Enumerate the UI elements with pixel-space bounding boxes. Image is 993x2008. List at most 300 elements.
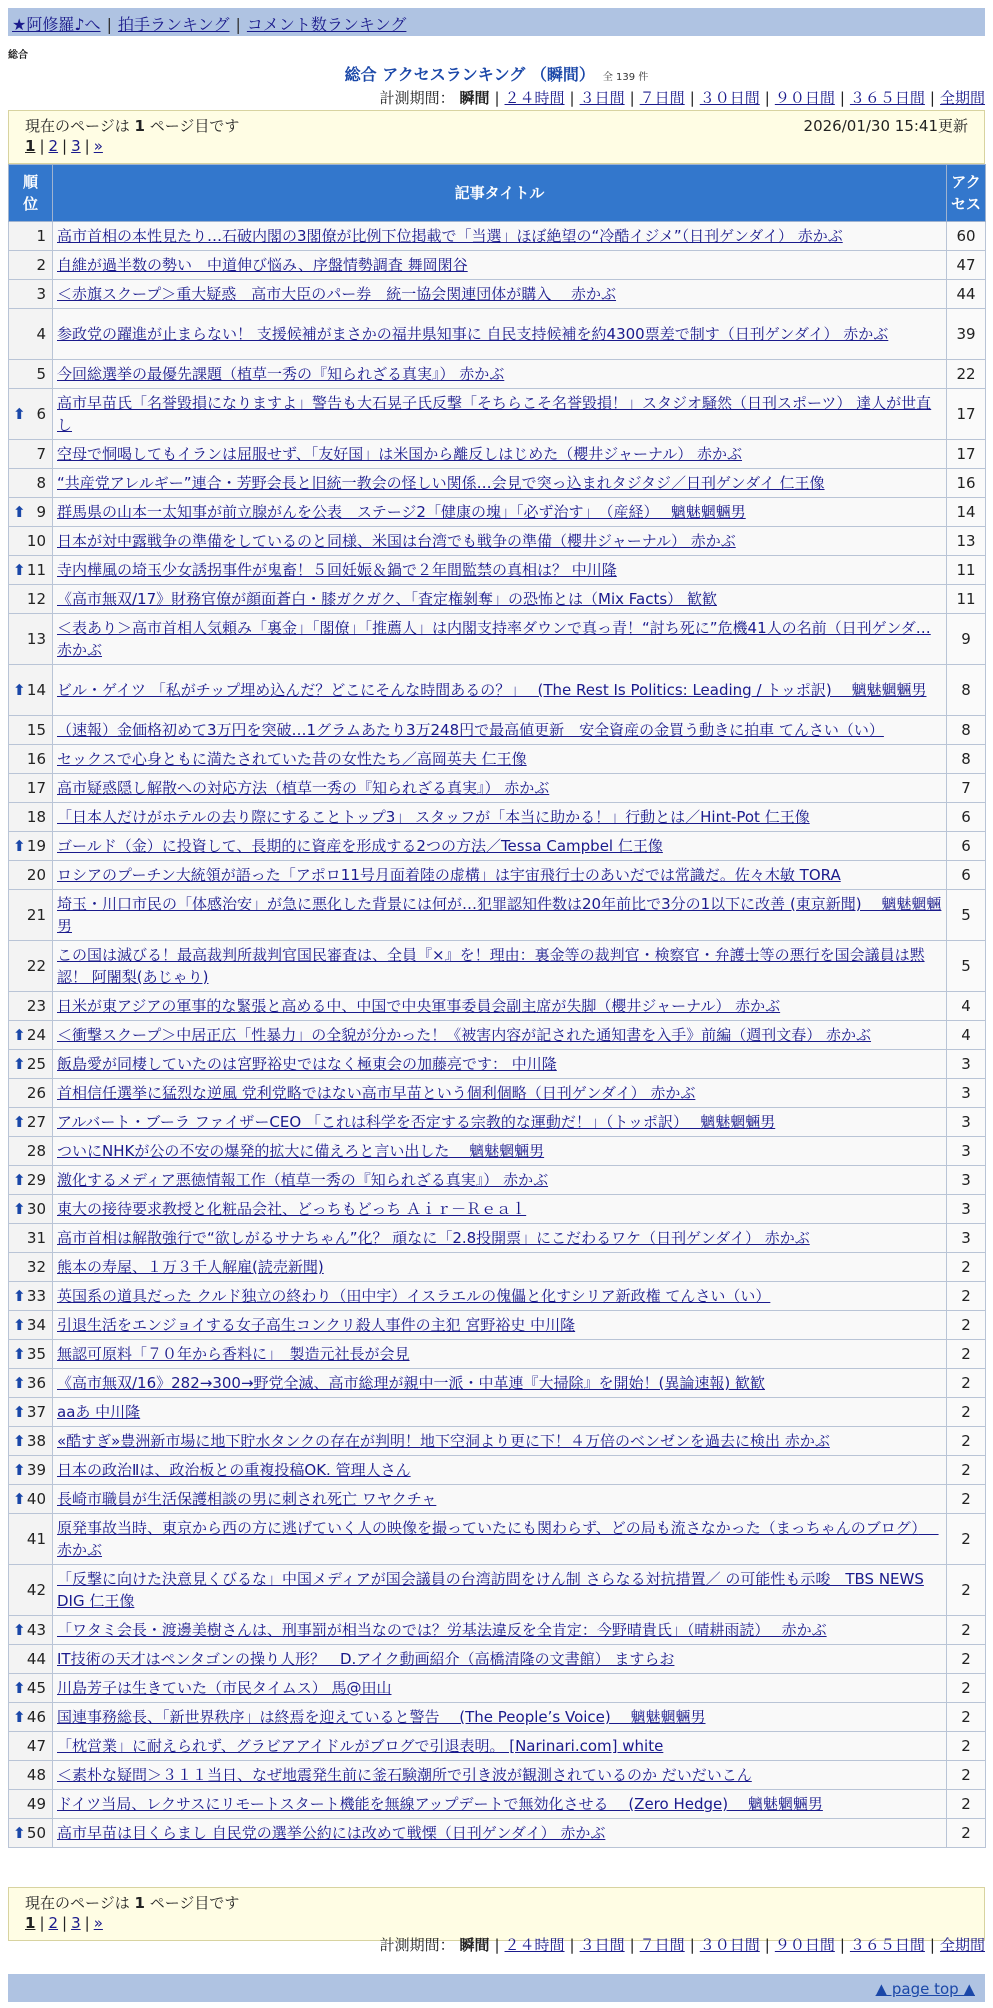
table-row — [9, 1166, 986, 1195]
title-cell — [53, 1819, 947, 1848]
access-count: 39 — [947, 309, 986, 360]
title-cell — [53, 890, 947, 941]
page-top-link[interactable]: ▲ page top ▲ — [875, 1980, 975, 1998]
table-row — [9, 861, 986, 890]
article-title-link[interactable]: 高市早苗氏「名誉毀損になりますよ」警告も大石晃子氏反撃「そちらこそ名誉毀損！」スタジオ騒然（日刊スポーツ） 達人が世直し — [57, 394, 932, 434]
table-row — [9, 745, 986, 774]
rank-cell — [9, 1398, 53, 1427]
page-status-box-top — [8, 110, 985, 164]
title-cell — [53, 1514, 947, 1565]
rank-number: 8 — [36, 474, 46, 492]
rank-cell — [9, 389, 53, 440]
pager-next-link[interactable]: » — [93, 1914, 103, 1932]
rank-up-arrow-icon: ⬆ — [13, 1055, 26, 1073]
article-title-link[interactable]: ロシアのプーチン大統領が語った「アポロ11号月面着陸の虚構」は宇宙飛行士のあいだでは常識だ。佐々木敏 TORA — [57, 866, 841, 884]
article-title-link[interactable]: 無認可原料「７０年から香料に」 製造元社長が会見 — [57, 1345, 410, 1363]
article-title-link[interactable]: 空母で恫喝してもイランは屈服せず、「友好国」は米国から離反しはじめた（櫻井ジャーナル） 赤かぶ — [57, 445, 743, 463]
pager-separator: | — [84, 1914, 90, 1932]
title-cell — [53, 360, 947, 389]
article-title-link[interactable]: 原発事故当時、東京から西の方に逃げていく人の映像を撮っていたにも関わらず、どの局も流さなかった（まっちゃんのブログ） 赤かぶ — [57, 1519, 939, 1559]
title-cell — [53, 1427, 947, 1456]
table-row — [9, 992, 986, 1021]
rank-cell — [9, 614, 53, 665]
rank-number: 39 — [26, 1461, 46, 1479]
article-title-link[interactable]: ＜赤旗スクープ＞重大疑惑 高市大臣のパー券 統一協会関連団体が購入 赤かぶ — [57, 285, 617, 303]
article-title-link[interactable]: 「ワタミ会長・渡邊美樹さんは、刑事罰が相当なのでは？労基法違反を全肯定：今野晴貴氏」（晴耕雨読） 赤かぶ — [57, 1621, 827, 1639]
table-row — [9, 1565, 986, 1616]
rank-up-arrow-icon: ⬆ — [13, 503, 26, 521]
period-option-link[interactable]: ７日間 — [639, 1936, 685, 1954]
rank-cell — [9, 941, 53, 992]
period-label: 計測期間： — [379, 89, 455, 107]
article-title-link[interactable]: 埼玉・川口市民の「体感治安」が急に悪化した背景には何が…犯罪認知件数は20年前比で3分の1以下に改善 (東京新聞) 魑魅魍魎男 — [57, 895, 942, 935]
table-row — [9, 1050, 986, 1079]
access-count: 4 — [947, 992, 986, 1021]
period-option-link[interactable]: ３６５日間 — [849, 1936, 925, 1954]
title-cell — [53, 1369, 947, 1398]
access-count: 2 — [947, 1485, 986, 1514]
article-title-link[interactable]: 「日本人だけがホテルの去り際にすることトップ3」 スタッフが「本当に助かる！」行動とは／Hint-Pot 仁王像 — [57, 808, 810, 826]
article-title-link[interactable]: 高市疑惑隠し解散への対応方法（植草一秀の『知られざる真実』） 赤かぶ — [57, 779, 550, 797]
article-title-link[interactable]: 参政党の躍進が止まらない！ 支援候補がまさかの福井県知事に 自民支持候補を約4300票差で制す（日刊ゲンダイ） 赤かぶ — [57, 325, 889, 343]
table-row — [9, 1790, 986, 1819]
access-count: 2 — [947, 1369, 986, 1398]
rank-number: 2 — [36, 256, 46, 274]
table-row — [9, 832, 986, 861]
article-title-link[interactable]: 群馬県の山本一太知事が前立腺がんを公表 ステージ2「健康の塊」「必ず治す」 （産経） 魑魅魍魎男 — [57, 503, 746, 521]
rank-number: 20 — [26, 866, 46, 884]
table-row — [9, 1224, 986, 1253]
table-row — [9, 251, 986, 280]
rank-number: 30 — [26, 1200, 46, 1218]
access-count: 2 — [947, 1819, 986, 1848]
article-title-link[interactable]: 高市首相の本性見たり…石破内閣の3閣僚が比例下位掲載で「当選」ほぼ絶望の“冷酷イジメ”（日刊ゲンダイ） 赤かぶ — [57, 227, 843, 245]
rank-number: 37 — [26, 1403, 46, 1421]
period-option-link[interactable]: ７日間 — [639, 89, 685, 107]
rank-number: 23 — [26, 997, 46, 1015]
period-separator: | — [929, 89, 935, 107]
rank-cell — [9, 1079, 53, 1108]
period-option-link[interactable]: ２４時間 — [504, 89, 565, 107]
period-separator: | — [764, 89, 770, 107]
rank-cell — [9, 1050, 53, 1079]
rank-number: 5 — [36, 365, 46, 383]
table-row — [9, 1137, 986, 1166]
period-option-link[interactable]: ９０日間 — [774, 89, 835, 107]
pager-page-link[interactable]: 2 — [48, 137, 59, 155]
article-title-link[interactable]: 日本が対中露戦争の準備をしているのと同様、米国は台湾でも戦争の準備（櫻井ジャーナル） 赤かぶ — [57, 532, 736, 550]
article-title-link[interactable]: 国連事務総長、「新世界秩序」は終焉を迎えていると警告 (The People’s Voice) 魑魅魍魎男 — [57, 1708, 706, 1726]
period-option-link[interactable]: ２４時間 — [504, 1936, 565, 1954]
title-cell — [53, 832, 947, 861]
article-title-link[interactable]: 日本の政治Ⅱは、政治板との重複投稿OK. 管理人さん — [57, 1461, 411, 1479]
table-row — [9, 309, 986, 360]
title-cell — [53, 1195, 947, 1224]
rank-number: 50 — [26, 1824, 46, 1842]
title-cell — [53, 803, 947, 832]
title-cell — [53, 222, 947, 251]
access-count: 2 — [947, 1253, 986, 1282]
article-title-link[interactable]: ＜衝撃スクープ＞中居正広「性暴力」の全貌が分かった！《被害内容が記された通知書を入手》前編（週刊文春） 赤かぶ — [57, 1026, 872, 1044]
title-cell — [53, 556, 947, 585]
rank-up-arrow-icon: ⬆ — [13, 837, 26, 855]
rank-number: 4 — [36, 325, 46, 343]
article-title-link[interactable]: IT技術の天才はペンタゴンの操り人形？ D.アイク動画紹介（高橋清隆の文書館） ますらお — [57, 1650, 675, 1668]
title-cell — [53, 1224, 947, 1253]
table-row — [9, 360, 986, 389]
rank-number: 19 — [26, 837, 46, 855]
access-count: 11 — [947, 585, 986, 614]
access-count: 16 — [947, 469, 986, 498]
rank-number: 33 — [26, 1287, 46, 1305]
rank-cell — [9, 1282, 53, 1311]
rank-up-arrow-icon: ⬆ — [13, 1171, 26, 1189]
article-title-link[interactable]: 自維が過半数の勢い 中道伸び悩み、序盤情勢調査 舞岡閑谷 — [57, 256, 468, 274]
article-title-link[interactable]: この国は滅びる！最高裁判所裁判官国民審査は、全員『×』を！理由：裏金等の裁判官・検察官・弁護士等の悪行を国会議員は黙認！ 阿闍梨(あじゃり) — [57, 946, 925, 986]
rank-cell — [9, 1195, 53, 1224]
category-label: 総合 — [8, 50, 28, 61]
access-count: 11 — [947, 556, 986, 585]
pager-page-link[interactable]: 2 — [48, 1914, 59, 1932]
table-row — [9, 614, 986, 665]
rank-cell — [9, 469, 53, 498]
article-title-link[interactable]: «酷すぎ»豊洲新市場に地下貯水タンクの存在が判明！地下空洞より更に下！４万倍のベンゼンを過去に検出 赤かぶ — [57, 1432, 830, 1450]
rank-cell — [9, 585, 53, 614]
rank-number: 43 — [26, 1621, 46, 1639]
title-cell — [53, 1398, 947, 1427]
access-count: 44 — [947, 280, 986, 309]
access-count: 3 — [947, 1079, 986, 1108]
header-rank: 順位 — [9, 165, 53, 222]
header-title: 記事タイトル — [53, 165, 947, 222]
title-cell — [53, 992, 947, 1021]
rank-cell — [9, 1253, 53, 1282]
title-cell — [53, 716, 947, 745]
period-separator: | — [569, 89, 575, 107]
table-row — [9, 389, 986, 440]
rank-cell — [9, 280, 53, 309]
rank-up-arrow-icon: ⬆ — [13, 1316, 26, 1334]
article-title-link[interactable]: 長崎市職員が生活保護相談の男に刺され死亡 ワヤクチャ — [57, 1490, 437, 1508]
article-title-link[interactable]: 激化するメディア悪徳情報工作（植草一秀の『知られざる真実』） 赤かぶ — [57, 1171, 549, 1189]
pager-next-link[interactable]: » — [93, 137, 103, 155]
rank-number: 27 — [26, 1113, 46, 1131]
access-count: 2 — [947, 1732, 986, 1761]
title-cell — [53, 941, 947, 992]
access-count: 8 — [947, 745, 986, 774]
rank-cell — [9, 1340, 53, 1369]
article-title-link[interactable]: 寺内樺風の埼玉少女誘拐事件が鬼畜！５回妊娠＆鍋で２年間監禁の真相は？ 中川隆 — [57, 561, 617, 579]
rank-up-arrow-icon: ⬆ — [13, 1461, 26, 1479]
rank-cell — [9, 222, 53, 251]
title-cell — [53, 1108, 947, 1137]
title-cell — [53, 1703, 947, 1732]
access-count: 2 — [947, 1311, 986, 1340]
access-count: 8 — [947, 716, 986, 745]
rank-cell — [9, 360, 53, 389]
title-cell — [53, 745, 947, 774]
title-cell — [53, 1616, 947, 1645]
rank-number: 22 — [26, 957, 46, 975]
rank-cell — [9, 665, 53, 716]
period-option-link[interactable]: ３日間 — [579, 89, 625, 107]
rank-cell — [9, 1565, 53, 1616]
article-title-link[interactable]: アルバート・ブーラ ファイザーCEO 「これは科学を否定する宗教的な運動だ！」（トッポ訳） 魑魅魍魎男 — [57, 1113, 776, 1131]
article-title-link[interactable]: 東大の接待要求教授と化粧品会社、どっちもどっち Ａｉｒ－Ｒｅａｌ — [57, 1200, 527, 1218]
updated-timestamp: 2026/01/30 15:41更新 — [803, 117, 968, 135]
table-row — [9, 1311, 986, 1340]
rank-number: 49 — [26, 1795, 46, 1813]
article-title-link[interactable]: 高市首相は解散強行で“欲しがるサナちゃん”化？ 頑なに「2.8投開票」にこだわるワケ（日刊ゲンダイ） 赤かぶ — [57, 1229, 810, 1247]
access-count: 3 — [947, 1108, 986, 1137]
table-row — [9, 1369, 986, 1398]
rank-number: 41 — [26, 1530, 46, 1548]
nav-separator: | — [235, 15, 241, 34]
table-row — [9, 440, 986, 469]
rank-number: 31 — [26, 1229, 46, 1247]
access-count: 2 — [947, 1616, 986, 1645]
table-row — [9, 1282, 986, 1311]
table-row — [9, 1427, 986, 1456]
rank-up-arrow-icon: ⬆ — [13, 1287, 26, 1305]
access-count: 3 — [947, 1224, 986, 1253]
rank-number: 9 — [36, 503, 46, 521]
rank-number: 44 — [26, 1650, 46, 1668]
rank-number: 34 — [26, 1316, 46, 1334]
table-row — [9, 1514, 986, 1565]
pager-top — [25, 137, 968, 159]
rank-up-arrow-icon: ⬆ — [13, 561, 26, 579]
article-title-link[interactable]: 今回総選挙の最優先課題（植草一秀の『知られざる真実』） 赤かぶ — [57, 365, 505, 383]
access-count: 2 — [947, 1645, 986, 1674]
rank-number: 38 — [26, 1432, 46, 1450]
article-title-link[interactable]: ビル・ゲイツ 「私がチップ埋め込んだ？どこにそんな時間あるの？」 (The Rest Is Politics: Leading / トッポ訳) 魑魅魍魎男 — [57, 681, 927, 699]
home-link[interactable]: ★阿修羅♪へ — [12, 15, 101, 34]
rank-number: 18 — [26, 808, 46, 826]
title-cell — [53, 1166, 947, 1195]
table-row — [9, 222, 986, 251]
nav-separator: | — [106, 15, 112, 34]
rank-number: 28 — [26, 1142, 46, 1160]
rank-cell — [9, 1732, 53, 1761]
rank-cell — [9, 309, 53, 360]
title-cell — [53, 1282, 947, 1311]
pager-separator: | — [39, 137, 45, 155]
rank-cell — [9, 498, 53, 527]
table-row — [9, 469, 986, 498]
rank-number: 48 — [26, 1766, 46, 1784]
rank-number: 7 — [36, 445, 46, 463]
table-row — [9, 1079, 986, 1108]
title-cell — [53, 665, 947, 716]
rank-cell — [9, 1703, 53, 1732]
rank-up-arrow-icon: ⬆ — [13, 1679, 26, 1697]
article-title-link[interactable]: セックスで心身ともに満たされていた昔の女性たち／高岡英夫 仁王像 — [57, 750, 527, 768]
rank-number: 10 — [26, 532, 46, 550]
article-title-link[interactable]: 高市早苗は目くらまし 自民党の選挙公約には改めて戦慄（日刊ゲンダイ） 赤かぶ — [57, 1824, 606, 1842]
article-title-link[interactable]: ゴールド（金）に投資して、長期的に資産を形成する2つの方法／Tessa Campbel 仁王像 — [57, 837, 663, 855]
table-row — [9, 1398, 986, 1427]
title-cell — [53, 1253, 947, 1282]
rank-number: 32 — [26, 1258, 46, 1276]
article-title-link[interactable]: aaあ 中川隆 — [57, 1403, 141, 1421]
article-title-link[interactable]: ついにNHKが公の不安の爆発的拡大に備えろと言い出した 魑魅魍魎男 — [57, 1142, 545, 1160]
ranking-title: 総合 アクセスランキング （瞬間） — [344, 65, 595, 84]
article-title-link[interactable]: 熊本の寿屋、１万３千人解雇(読売新聞) — [57, 1258, 324, 1276]
rank-cell — [9, 440, 53, 469]
rank-cell — [9, 1369, 53, 1398]
rank-cell — [9, 890, 53, 941]
access-count: 2 — [947, 1427, 986, 1456]
access-count: 2 — [947, 1790, 986, 1819]
period-selector-top — [380, 87, 985, 108]
period-option-link[interactable]: ３０日間 — [699, 89, 760, 107]
pager-current: 1 — [25, 1914, 36, 1932]
title-cell — [53, 1021, 947, 1050]
table-row — [9, 774, 986, 803]
access-count: 5 — [947, 890, 986, 941]
article-title-link[interactable]: 川島芳子は生きていた（市民タイムス） 馬@田山 — [57, 1679, 392, 1697]
rank-cell — [9, 716, 53, 745]
rank-number: 45 — [26, 1679, 46, 1697]
rank-cell — [9, 1166, 53, 1195]
access-count: 6 — [947, 832, 986, 861]
table-row — [9, 803, 986, 832]
period-option-link[interactable]: ３日間 — [579, 1936, 625, 1954]
rank-up-arrow-icon: ⬆ — [13, 1345, 26, 1363]
article-title-link[interactable]: ＜素朴な疑問＞３１１当日、なぜ地震発生前に釜石験潮所で引き波が観測されているのか だいだいこん — [57, 1766, 752, 1784]
period-option-link[interactable]: 全期間 — [939, 89, 985, 107]
title-cell — [53, 1050, 947, 1079]
table-row — [9, 1021, 986, 1050]
rank-up-arrow-icon: ⬆ — [13, 1403, 26, 1421]
title-cell — [53, 469, 947, 498]
article-title-link[interactable]: ＜表あり＞高市首相人気頼み「裏金」「閣僚」「推薦人」は内閣支持率ダウンで真っ青！“討ち死に”危機41人の名前（日刊ゲンダ… 赤かぶ — [57, 619, 931, 659]
pager-page-link[interactable]: 3 — [71, 1914, 81, 1932]
rank-cell — [9, 861, 53, 890]
period-option-link[interactable]: ３０日間 — [699, 1936, 760, 1954]
access-count: 60 — [947, 222, 986, 251]
rank-up-arrow-icon: ⬆ — [13, 1432, 26, 1450]
title-cell — [53, 1761, 947, 1790]
rank-number: 11 — [26, 561, 46, 579]
title-cell — [53, 1485, 947, 1514]
rank-cell — [9, 1427, 53, 1456]
article-title-link[interactable]: 英国系の道具だった クルド独立の終わり（田中宇）イスラエルの傀儡と化すシリア新政権 てんさい（い） — [57, 1287, 771, 1305]
article-title-link[interactable]: 《高市無双/16》282→300→野党全滅、高市総理が親中一派・中革連『大掃除』を開始！(異論速報) 歓歓 — [57, 1374, 766, 1392]
title-cell — [53, 1456, 947, 1485]
clap-ranking-link[interactable]: 拍手ランキング — [117, 15, 230, 34]
rank-number: 25 — [26, 1055, 46, 1073]
rank-number: 14 — [26, 681, 46, 699]
table-row — [9, 1761, 986, 1790]
article-title-link[interactable]: 引退生活をエンジョイする女子高生コンクリ殺人事件の主犯 宮野裕史 中川隆 — [57, 1316, 576, 1334]
rank-up-arrow-icon: ⬆ — [13, 1824, 26, 1842]
period-option-link[interactable]: ９０日間 — [774, 1936, 835, 1954]
period-option-link[interactable]: 全期間 — [939, 1936, 985, 1954]
title-cell — [53, 527, 947, 556]
article-title-link[interactable]: （速報）金価格初めて3万円を突破…1グラムあたり3万248円で最高値更新 安全資産の金買う動きに拍車 てんさい（い） — [57, 721, 884, 739]
page-status-text: 現在のページは 1 ページ目です — [25, 1894, 240, 1912]
rank-number: 26 — [26, 1084, 46, 1102]
access-count: 2 — [947, 1565, 986, 1616]
access-count: 3 — [947, 1050, 986, 1079]
access-count: 3 — [947, 1137, 986, 1166]
period-label: 計測期間： — [379, 1936, 455, 1954]
article-title-link[interactable]: 「反撃に向けた決意見くびるな」中国メディアが国会議員の台湾訪問をけん制 さらなる対抗措置／ の可能性も示唆 TBS NEWS DIG 仁王像 — [57, 1570, 924, 1610]
title-cell — [53, 1340, 947, 1369]
access-count: 6 — [947, 803, 986, 832]
rank-cell — [9, 1224, 53, 1253]
title-cell — [53, 389, 947, 440]
article-title-link[interactable]: 日米が東アジアの軍事的な緊張と高める中、中国で中央軍事委員会副主席が失脚（櫻井ジャーナル） 赤かぶ — [57, 997, 781, 1015]
rank-number: 1 — [36, 227, 46, 245]
table-row — [9, 1456, 986, 1485]
rank-up-arrow-icon: ⬆ — [13, 1621, 26, 1639]
rank-number: 29 — [26, 1171, 46, 1189]
table-row — [9, 1703, 986, 1732]
rank-cell — [9, 1674, 53, 1703]
article-title-link[interactable]: ドイツ当局、レクサスにリモートスタート機能を無線アップデートで無効化させる (Zero Hedge) 魑魅魍魎男 — [57, 1795, 823, 1813]
title-cell — [53, 1079, 947, 1108]
title-cell — [53, 614, 947, 665]
rank-up-arrow-icon: ⬆ — [13, 1374, 26, 1392]
access-count: 2 — [947, 1456, 986, 1485]
period-option-link[interactable]: ３６５日間 — [849, 89, 925, 107]
rank-number: 13 — [26, 630, 46, 648]
title-cell — [53, 280, 947, 309]
access-count: 3 — [947, 1195, 986, 1224]
table-row — [9, 1616, 986, 1645]
pager-page-link[interactable]: 3 — [71, 137, 81, 155]
article-title-link[interactable]: 首相信任選挙に猛烈な逆風 党利党略ではない高市早苗という個利個略（日刊ゲンダイ） 赤かぶ — [57, 1084, 696, 1102]
rank-number: 15 — [26, 721, 46, 739]
rank-cell — [9, 803, 53, 832]
article-title-link[interactable]: 《高市無双/17》財務官僚が顔面蒼白・膝ガクガク、「査定権剝奪」の恐怖とは（Mix Facts） 歓歓 — [57, 590, 717, 608]
rank-up-arrow-icon: ⬆ — [13, 405, 26, 423]
article-title-link[interactable]: 「枕営業」に耐えられず、グラビアアイドルがブログで引退表明。 [Narinari.com] white — [57, 1737, 664, 1755]
rank-cell — [9, 992, 53, 1021]
comment-ranking-link[interactable]: コメント数ランキング — [246, 15, 407, 34]
rank-number: 40 — [26, 1490, 46, 1508]
article-title-link[interactable]: 飯島愛が同棲していたのは宮野裕史ではなく極東会の加藤亮です： 中川隆 — [57, 1055, 557, 1073]
rank-number: 3 — [36, 285, 46, 303]
period-separator: | — [839, 1936, 845, 1954]
article-title-link[interactable]: “共産党アレルギー”連合・芳野会長と旧統一教会の怪しい関係…会見で突っ込まれタジタジ／日刊ゲンダイ 仁王像 — [57, 474, 825, 492]
period-separator: | — [494, 1936, 500, 1954]
access-count: 9 — [947, 614, 986, 665]
rank-cell — [9, 745, 53, 774]
period-separator: | — [689, 1936, 695, 1954]
rank-cell — [9, 1514, 53, 1565]
rank-cell — [9, 774, 53, 803]
table-row — [9, 498, 986, 527]
title-cell — [53, 1790, 947, 1819]
access-count: 8 — [947, 665, 986, 716]
pager-separator: | — [84, 137, 90, 155]
access-count: 2 — [947, 1703, 986, 1732]
page-status-text: 現在のページは 1 ページ目です — [25, 117, 240, 135]
rank-up-arrow-icon: ⬆ — [13, 681, 26, 699]
rank-up-arrow-icon: ⬆ — [13, 1200, 26, 1218]
period-separator: | — [494, 89, 500, 107]
title-cell — [53, 1645, 947, 1674]
title-cell — [53, 1565, 947, 1616]
rank-number: 21 — [26, 906, 46, 924]
rank-number: 36 — [26, 1374, 46, 1392]
access-count: 2 — [947, 1398, 986, 1427]
ranking-table — [8, 164, 986, 1848]
